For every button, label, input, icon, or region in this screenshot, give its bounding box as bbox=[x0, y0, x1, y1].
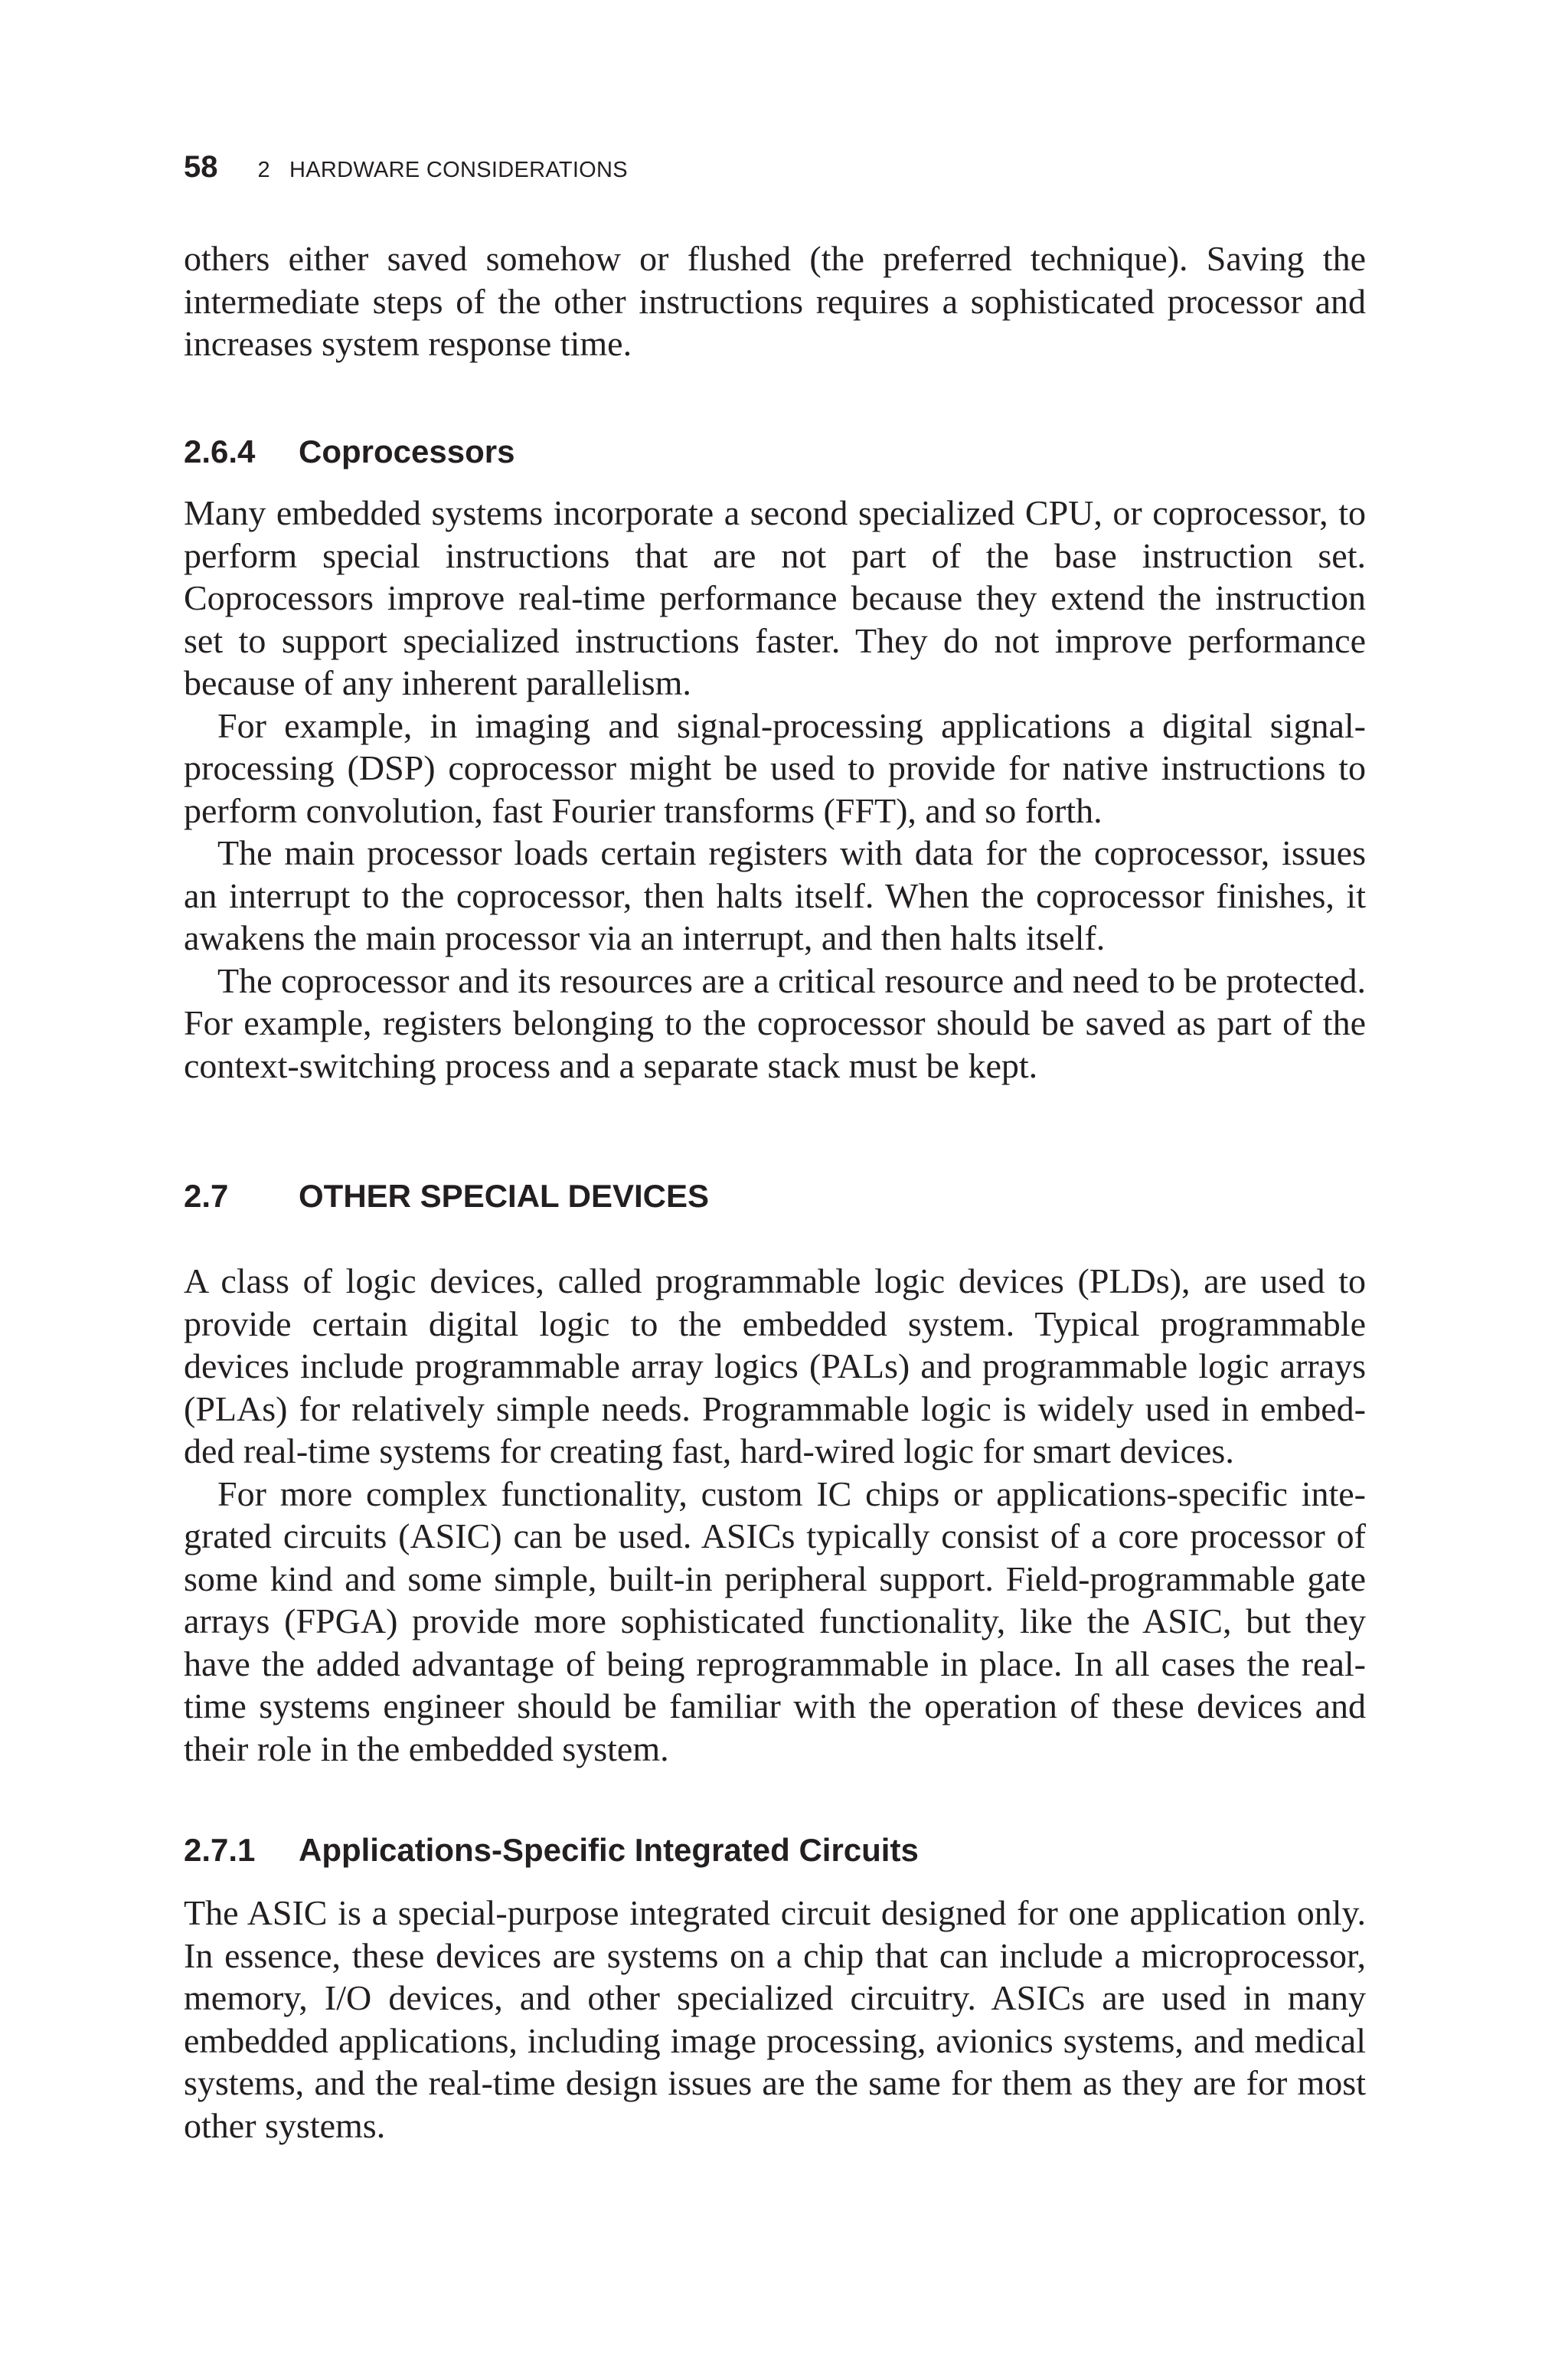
section-body-2-7 bbox=[184, 1260, 1366, 1770]
paragraph: For example, in imaging and signal-processing applications a digital signal-​processing (DSP) coprocessor might be used to provide for native instructions to perform convolution, fast Fourier transforms (FFT), and so forth. bbox=[184, 705, 1366, 830]
intro-paragraph: others either saved somehow or flushed (the preferred technique). Saving the intermediate steps of the other instructions requires a sophisticated processor and increases system response time. bbox=[184, 239, 1366, 363]
intro-block bbox=[184, 237, 1366, 365]
section-title: Coprocessors bbox=[299, 433, 515, 469]
section-heading-2-7-1 bbox=[184, 1832, 919, 1869]
paragraph: A class of logic devices, called programmable logic devices (PLDs), are used to provide certain digital logic to the embedded system. Typical programmable devices include programmable array logics (PALs) and programmable logic arrays (PLAs) for relatively simple needs. Programmable logic is widely used in embedded real-time systems for creating fast, hard-wired logic for smart devices. bbox=[184, 1261, 1366, 1470]
paragraph: The main processor loads certain registers with data for the coprocessor, issues an interrupt to the coprocessor, then halts itself. When the coprocessor finishes, it awakens the main processor via an interrupt, and then halts itself. bbox=[184, 833, 1366, 957]
paragraph: Many embedded systems incorporate a second specialized CPU, or coprocessor, to perform special instructions that are not part of the base instruction set. Coprocessors improve real-time performance because they extend the instruction set to support specialized instructions faster. They do not improve performance because of any inherent parallelism. bbox=[184, 493, 1366, 702]
paragraph: The coprocessor and its resources are a critical resource and need to be protected. For example, registers belonging to the coprocessor should be saved as part of the context-switching process and a separate stack must be kept. bbox=[184, 960, 1366, 1085]
section-number: 2.6.4 bbox=[184, 433, 256, 469]
page-number: 58 bbox=[184, 150, 218, 184]
section-number: 2.7 bbox=[184, 1178, 229, 1214]
section-heading-2-7 bbox=[184, 1178, 709, 1215]
paragraph: For more complex functionality, custom IC chips or applications-specific integrated circuits (ASIC) can be used. ASICs typically consist of a core processor of some kind and some simple, built-in peripheral support. Field-programmable gate arrays (FPGA) provide more sophisticated functionality, like the ASIC, but they have the added advantage of being reprogrammable in place. In all cases the real-time systems engineer should be familiar with the operation of these devices and their role in the embedded system. bbox=[184, 1473, 1366, 1768]
section-title: OTHER SPECIAL DEVICES bbox=[299, 1178, 709, 1214]
section-number: 2.7.1 bbox=[184, 1832, 256, 1868]
running-head bbox=[184, 150, 628, 196]
section-body-2-7-1 bbox=[184, 1892, 1366, 2147]
section-title: Applications-Specific Integrated Circuits bbox=[299, 1832, 919, 1868]
section-heading-2-6-4 bbox=[184, 433, 514, 470]
section-body-2-6-4 bbox=[184, 492, 1366, 1087]
paragraph: The ASIC is a special-purpose integrated circuit designed for one application only. In essence, these devices are systems on a chip that can include a microprocessor, memory, I/O devices, and other specialized circuitry. ASICs are used in many embedded applications, including image processing, avionics systems, and medical systems, and the real-time design issues are the same for them as they are for most other systems. bbox=[184, 1893, 1366, 2145]
running-title: 2 HARDWARE CONSIDERATIONS bbox=[257, 158, 628, 182]
